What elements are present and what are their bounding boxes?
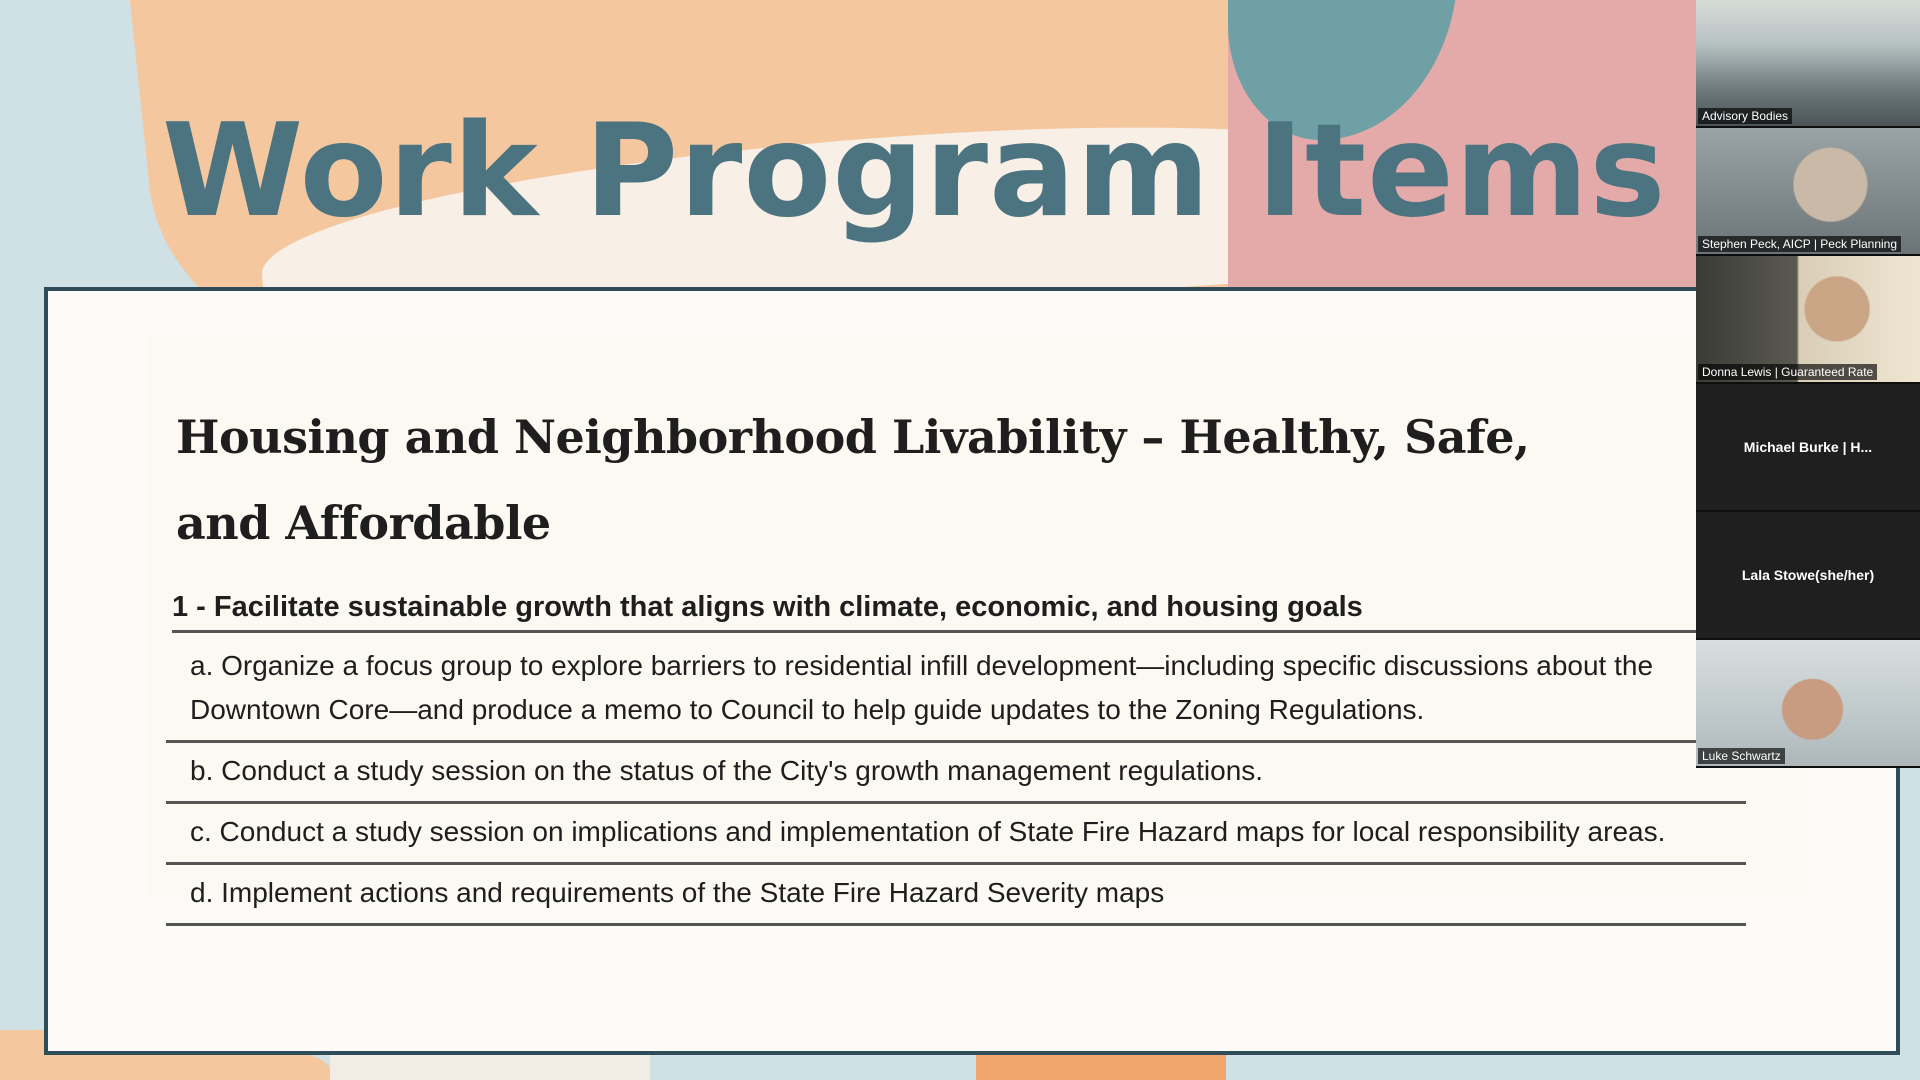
participant-tile[interactable]: [1696, 640, 1920, 768]
background-shape-bottom-cream: [330, 1055, 650, 1080]
work-item-d: d. Implement actions and requirements of the State Fire Hazard Severity maps: [166, 865, 1746, 926]
work-item-a: a. Organize a focus group to explore barriers to residential infill development—including specific discussions about the Downtown Core—and produce a memo to Council to help guide updates to the Zoning Regulations.: [166, 638, 1746, 743]
content-frame: [44, 287, 1900, 1055]
participant-name: Stephen Peck, AICP | Peck Planning: [1698, 236, 1901, 252]
participant-tile[interactable]: [1696, 0, 1920, 128]
work-item-c: c. Conduct a study session on implications and implementation of State Fire Hazard maps for local responsibility areas.: [166, 804, 1746, 865]
section-heading: Housing and Neighborhood Livability – Healthy, Safe, and Affordable: [176, 410, 1530, 550]
background-shape-bottom-orange: [976, 1055, 1226, 1080]
participant-tile[interactable]: [1696, 256, 1920, 384]
work-item-list: [166, 638, 1746, 926]
participant-name: Luke Schwartz: [1698, 748, 1785, 764]
participant-name: Lala Stowe(she/her): [1741, 567, 1875, 583]
participant-tile[interactable]: [1696, 512, 1920, 640]
work-item-b: b. Conduct a study session on the status of the City's growth management regulations.: [166, 743, 1746, 804]
participant-name: Advisory Bodies: [1698, 108, 1792, 124]
participant-name: Michael Burke | H...: [1743, 439, 1873, 455]
participant-name: Donna Lewis | Guaranteed Rate: [1698, 364, 1877, 380]
document-excerpt: [148, 336, 1808, 908]
participant-tile[interactable]: [1696, 128, 1920, 256]
slide-title: Work Program Items: [162, 97, 1667, 246]
participant-tile[interactable]: [1696, 384, 1920, 512]
goal-heading: 1 - Facilitate sustainable growth that aligns with climate, economic, and housing goals: [172, 591, 1732, 633]
participant-panel: [1696, 0, 1920, 766]
